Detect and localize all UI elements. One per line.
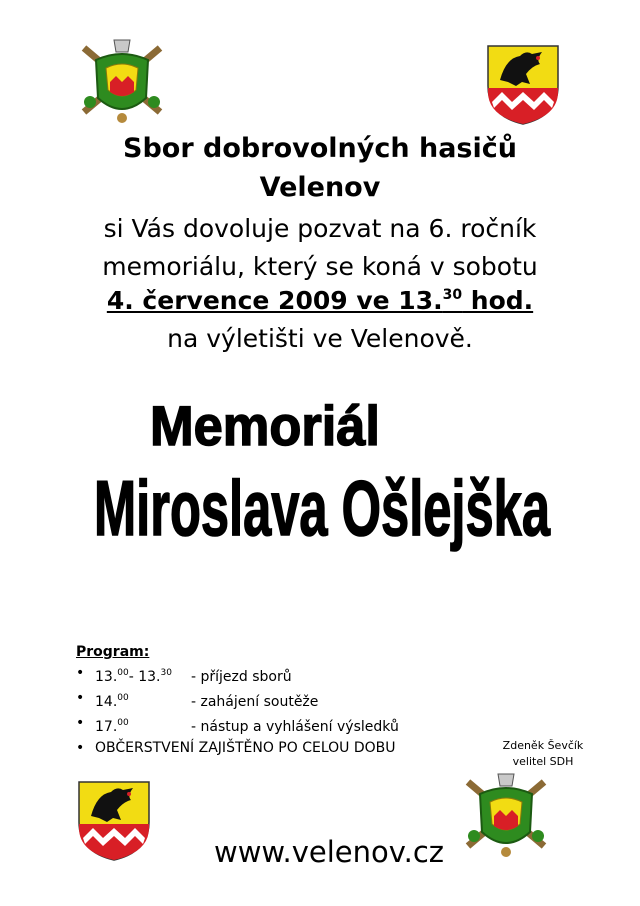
event-date-main: 4. července 2009 ve 13. xyxy=(106,286,443,315)
program-time-end-min: 30 xyxy=(160,668,172,678)
program-list xyxy=(76,663,399,759)
program-item xyxy=(76,663,399,688)
signature-name: Zdeněk Ševčík xyxy=(502,739,584,752)
program-time-start: 17. xyxy=(95,719,118,735)
program-item xyxy=(76,688,399,713)
program-section xyxy=(76,642,399,759)
signature xyxy=(488,738,598,770)
firefighter-emblem-icon xyxy=(76,38,168,124)
event-place: na výletišti ve Velenově. xyxy=(167,324,473,353)
program-item xyxy=(76,738,399,759)
event-date-minutes: 30 xyxy=(442,287,463,303)
event-date xyxy=(0,286,640,315)
program-item xyxy=(76,713,399,738)
organizer-name: Sbor dobrovolných hasičů xyxy=(123,133,517,164)
velenov-coat-of-arms-icon xyxy=(486,44,560,126)
banner-word-memorial: Memoriál xyxy=(150,394,380,457)
program-title: Program: xyxy=(76,644,150,660)
velenov-coat-of-arms-icon xyxy=(77,780,151,862)
program-time-start-min: 00 xyxy=(117,693,129,703)
program-time-sep: - 13. xyxy=(128,669,161,685)
invitation-line: si Vás dovoluje pozvat na 6. ročník xyxy=(103,214,537,243)
firefighter-emblem-icon xyxy=(460,772,552,858)
memorial-line: memoriálu, který se koná v sobotu xyxy=(102,252,538,281)
website-link[interactable]: www.velenov.cz xyxy=(214,835,445,869)
program-time-start: 13. xyxy=(95,669,118,685)
program-time-start: 14. xyxy=(95,694,118,710)
program-time-start-min: 00 xyxy=(117,718,129,728)
memorial-banner xyxy=(90,385,570,565)
signature-role: velitel SDH xyxy=(512,755,574,768)
program-desc: - zahájení soutěže xyxy=(191,694,319,710)
program-refreshments: OBČERSTVENÍ ZAJIŠTĚNO PO CELOU DOBU xyxy=(95,740,396,756)
program-time-start-min: 00 xyxy=(117,668,129,678)
program-desc: - nástup a vyhlášení výsledků xyxy=(191,719,399,735)
village-name: Velenov xyxy=(259,172,381,203)
event-date-tail: hod. xyxy=(462,286,534,315)
program-desc: - příjezd sborů xyxy=(191,669,292,685)
banner-word-name: Miroslava Ošlejška xyxy=(93,465,551,553)
